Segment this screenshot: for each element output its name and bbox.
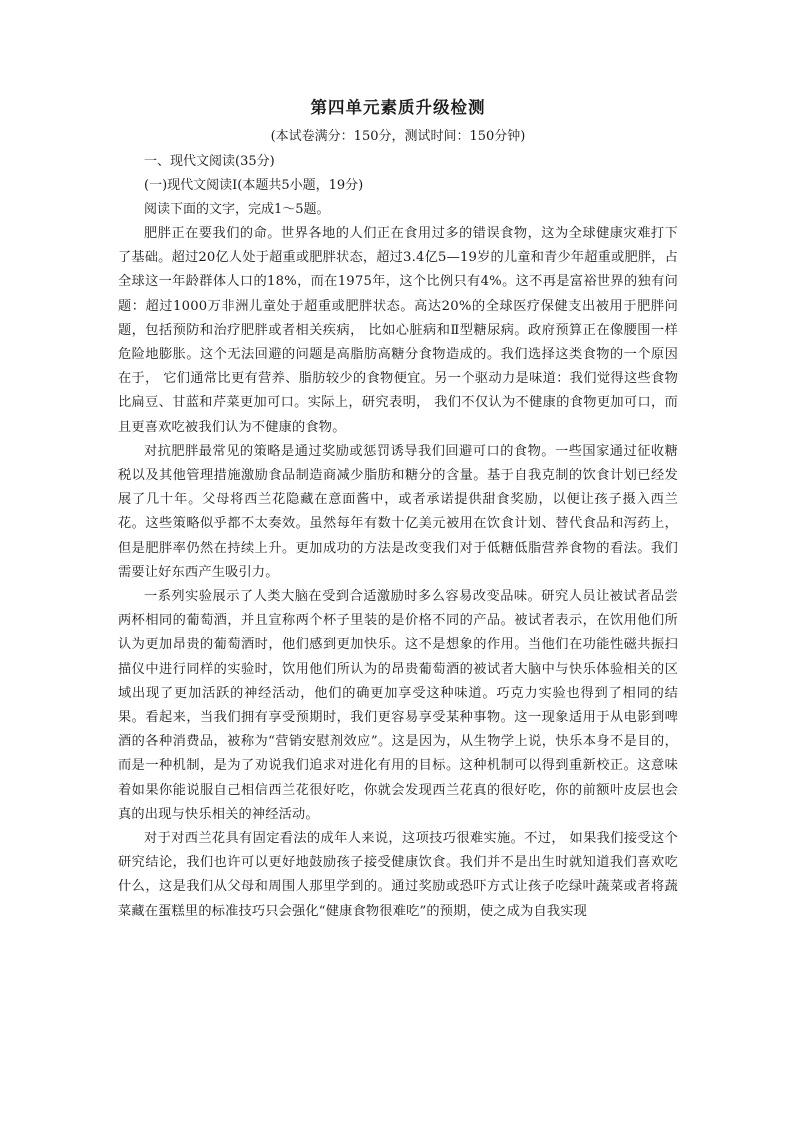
section-heading: 一、现代文阅读(35分) [144,154,275,169]
subsection-heading: (一)现代文阅读Ⅰ(本题共5小题，19分) [144,178,364,193]
reading-instruction: 阅读下面的文字，完成1～5题。 [144,202,330,217]
paragraph-2: 对抗肥胖最常见的策略是通过奖励或惩罚诱导我们回避可口的食物。一些国家通过征收糖税以及其他管理措施激励食品制造商减少脂肪和糖分的含量。基于自我克制的饮食计划已经发展了几十年。父母将西兰花隐藏在意面酱中，或者承诺提供甜食奖励，以便让孩子摄入西兰花。这些策略似乎都不太奏效。虽然每年有数十亿美元被用在饮食计划、替代食品和泻药上，但是肥胖率仍然在持续上升。更加成功的方法是改变我们对于低糖低脂营养食物的看法。我们需要让好东西产生吸引力。 [118,443,678,580]
paragraph-3: 一系列实验展示了人类大脑在受到合适激励时多么容易改变品味。研究人员让被试者品尝两杯相同的葡萄酒，并且宣称两个杯子里装的是价格不同的产品。被试者表示，在饮用他们所认为更加昂贵的葡萄酒时，他们感到更加快乐。这不是想象的作用。当他们在功能性磁共振扫描仪中进行同样的实验时，饮用他们所认为的昂贵葡萄酒的被试者大脑中与快乐体验相关的区域出现了更加活跃的神经活动，他们的确更加享受这种味道。巧克力实验也得到了相同的结果。看起来，当我们拥有享受预期时，我们更容易享受某种事物。这一现象适用于从电影到啤酒的各种消费品，被称为“营销安慰剂效应”。这是因为，从生物学上说，快乐本身不是目的，而是一种机制，是为了劝说我们追求对进化有用的目标。这种机制可以得到重新校正。这意味着如果你能说服自己相信西兰花很好吃，你就会发现西兰花真的很好吃，你的前额叶皮层也会真的出现与快乐相关的神经活动。 [118,589,678,822]
page-title: 第四单元素质升级检测 [310,98,486,117]
document-page [118,96,678,924]
paragraph-1: 肥胖正在要我们的命。世界各地的人们正在食用过多的错误食物，这为全球健康灾难打下了基础。超过20亿人处于超重或肥胖状态，超过3.4亿5—19岁的儿童和青少年超重或肥胖，占全球这一年龄群体人口的18%，而在1975年，这个比例只有4%。这不再是富裕世界的独有问题：超过1000万非洲儿童处于超重或肥胖状态。高达20%的全球医疗保健支出被用于肥胖问题，包括预防和治疗肥胖或者相关疾病， 比如心脏病和Ⅱ型糖尿病。政府预算正在像腰围一样危险地膨胀。这个无法回避的问题是高脂肪高糖分食物造成的。我们选择这类食物的一个原因在于， 它们通常比更有营养、脂肪较少的食物便宜。另一个驱动力是味道：我们觉得这些食物比扁豆、甘蓝和芹菜更加可口。实际上，研究表明， 我们不仅认为不健康的食物更加可口，而且更喜欢吃被我们认为不健康的食物。 [118,226,678,435]
paragraph-4: 对于对西兰花具有固定看法的成年人来说，这项技巧很难实施。不过， 如果我们接受这个研究结论，我们也许可以更好地鼓励孩子接受健康饮食。我们并不是出生时就知道我们喜欢吃什么，这是我们从父母和周围人那里学到的。通过奖励或恐吓方式让孩子吃绿叶蔬菜或者将蔬菜藏在蛋糕里的标准技巧只会强化“健康食物很难吃”的预期，使之成为自我实现 [118,831,678,919]
exam-meta: (本试卷满分：150分，测试时间：150分钟) [270,129,526,144]
